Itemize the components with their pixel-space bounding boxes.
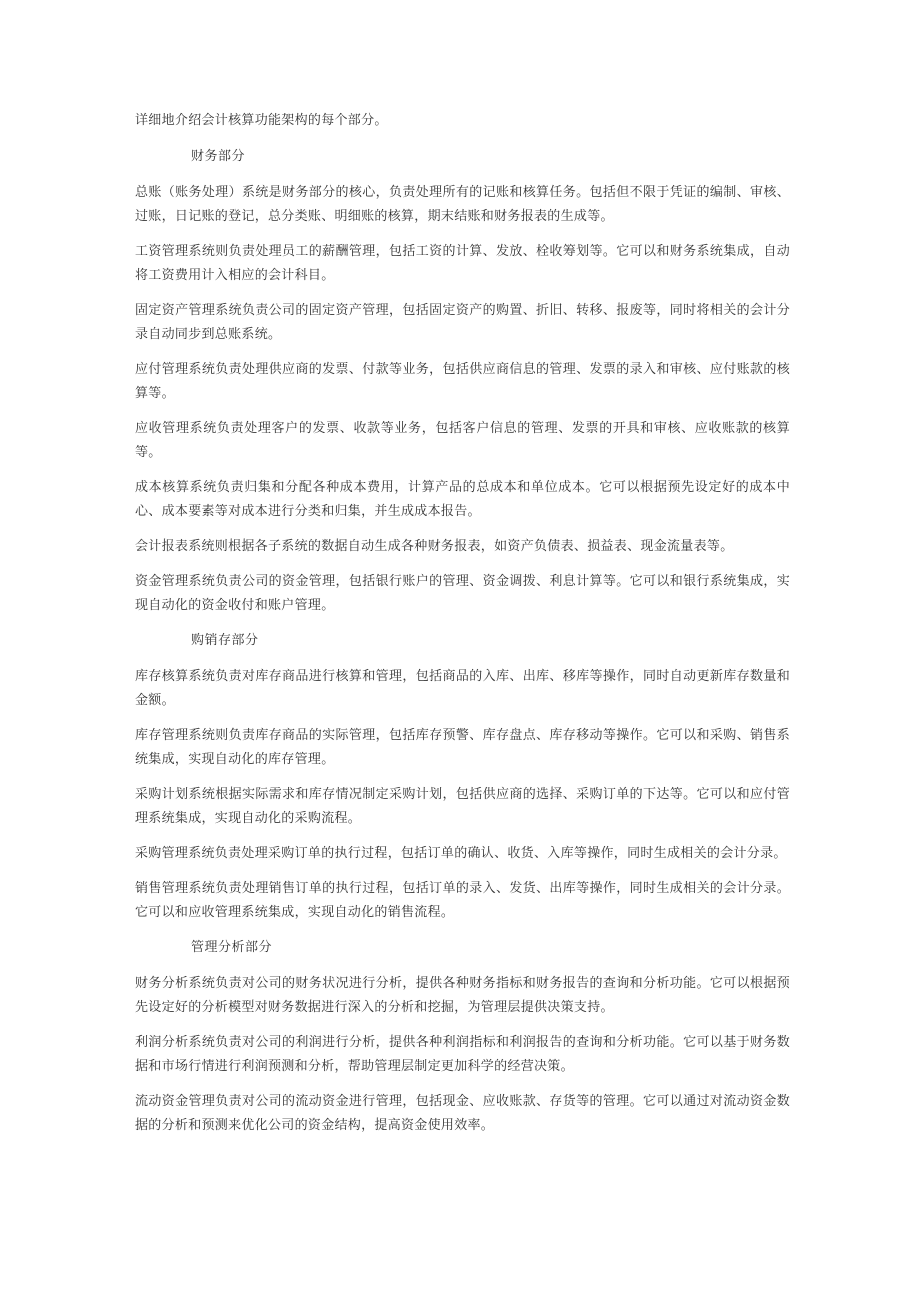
paragraph: 会计报表系统则根据各子系统的数据自动生成各种财务报表，如资产负债表、损益表、现金流量表等。 — [135, 539, 734, 554]
section-heading: 购销存部分 — [191, 633, 259, 648]
paragraph: 资金管理系统负责公司的资金管理，包括银行账户的管理、资金调拨、利息计算等。它可以和银行系统集成，实现自动化的资金收付和账户管理。 — [135, 574, 790, 613]
paragraph: 销售管理系统负责处理销售订单的执行过程，包括订单的录入、发货、出库等操作，同时生成相关的会计分录。它可以和应收管理系统集成，实现自动化的销售流程。 — [135, 881, 790, 920]
paragraph: 库存管理系统则负责库存商品的实际管理，包括库存预警、库存盘点、库存移动等操作。它可以和采购、销售系统集成，实现自动化的库存管理。 — [135, 728, 790, 767]
paragraph: 采购管理系统负责处理采购订单的执行过程，包括订单的确认、收货、入库等操作，同时生成相关的会计分录。 — [135, 846, 787, 861]
paragraph: 库存核算系统负责对库存商品进行核算和管理，包括商品的入库、出库、移库等操作，同时自动更新库存数量和金额。 — [135, 669, 790, 708]
paragraph: 固定资产管理系统负责公司的固定资产管理，包括固定资产的购置、折旧、转移、报废等，同时将相关的会计分录自动同步到总账系统。 — [135, 303, 790, 342]
section-heading: 财务部分 — [191, 149, 246, 164]
paragraph: 流动资金管理负责对公司的流动资金进行管理，包括现金、应收账款、存货等的管理。它可以通过对流动资金数据的分析和预测来优化公司的资金结构，提高资金使用效率。 — [135, 1094, 790, 1133]
paragraph: 应付管理系统负责处理供应商的发票、付款等业务，包括供应商信息的管理、发票的录入和审核、应付账款的核算等。 — [135, 362, 790, 401]
paragraph: 利润分析系统负责对公司的利润进行分析，提供各种利润指标和利润报告的查询和分析功能。它可以基于财务数据和市场行情进行利润预测和分析，帮助管理层制定更加科学的经营决策。 — [135, 1035, 790, 1074]
section-finance — [135, 145, 790, 618]
paragraph: 应收管理系统负责处理客户的发票、收款等业务，包括客户信息的管理、发票的开具和审核、应收账款的核算等。 — [135, 421, 790, 460]
paragraph: 总账（账务处理）系统是财务部分的核心，负责处理所有的记账和核算任务。包括但不限于凭证的编制、审核、过账，日记账的登记，总分类账、明细账的核算，期末结账和财务报表的生成等。 — [135, 185, 790, 224]
paragraph: 成本核算系统负责归集和分配各种成本费用，计算产品的总成本和单位成本。它可以根据预先设定好的成本中心、成本要素等对成本进行分类和归集，并生成成本报告。 — [135, 480, 790, 519]
paragraph: 采购计划系统根据实际需求和库存情况制定采购计划，包括供应商的选择、采购订单的下达等。它可以和应付管理系统集成，实现自动化的采购流程。 — [135, 787, 790, 826]
section-management-analysis — [135, 936, 790, 1138]
section-purchase-sales-inventory — [135, 629, 790, 925]
intro-paragraph: 详细地介绍会计核算功能架构的每个部分。 — [135, 113, 388, 128]
paragraph: 工资管理系统则负责处理员工的薪酬管理，包括工资的计算、发放、栓收筹划等。它可以和财务系统集成，自动将工资费用计入相应的会计科目。 — [135, 244, 790, 283]
paragraph: 财务分析系统负责对公司的财务状况进行分析，提供各种财务指标和财务报告的查询和分析功能。它可以根据预先设定好的分析模型对财务数据进行深入的分析和挖掘，为管理层提供决策支持。 — [135, 976, 790, 1015]
document-body — [135, 109, 790, 1149]
section-heading: 管理分析部分 — [191, 940, 273, 955]
